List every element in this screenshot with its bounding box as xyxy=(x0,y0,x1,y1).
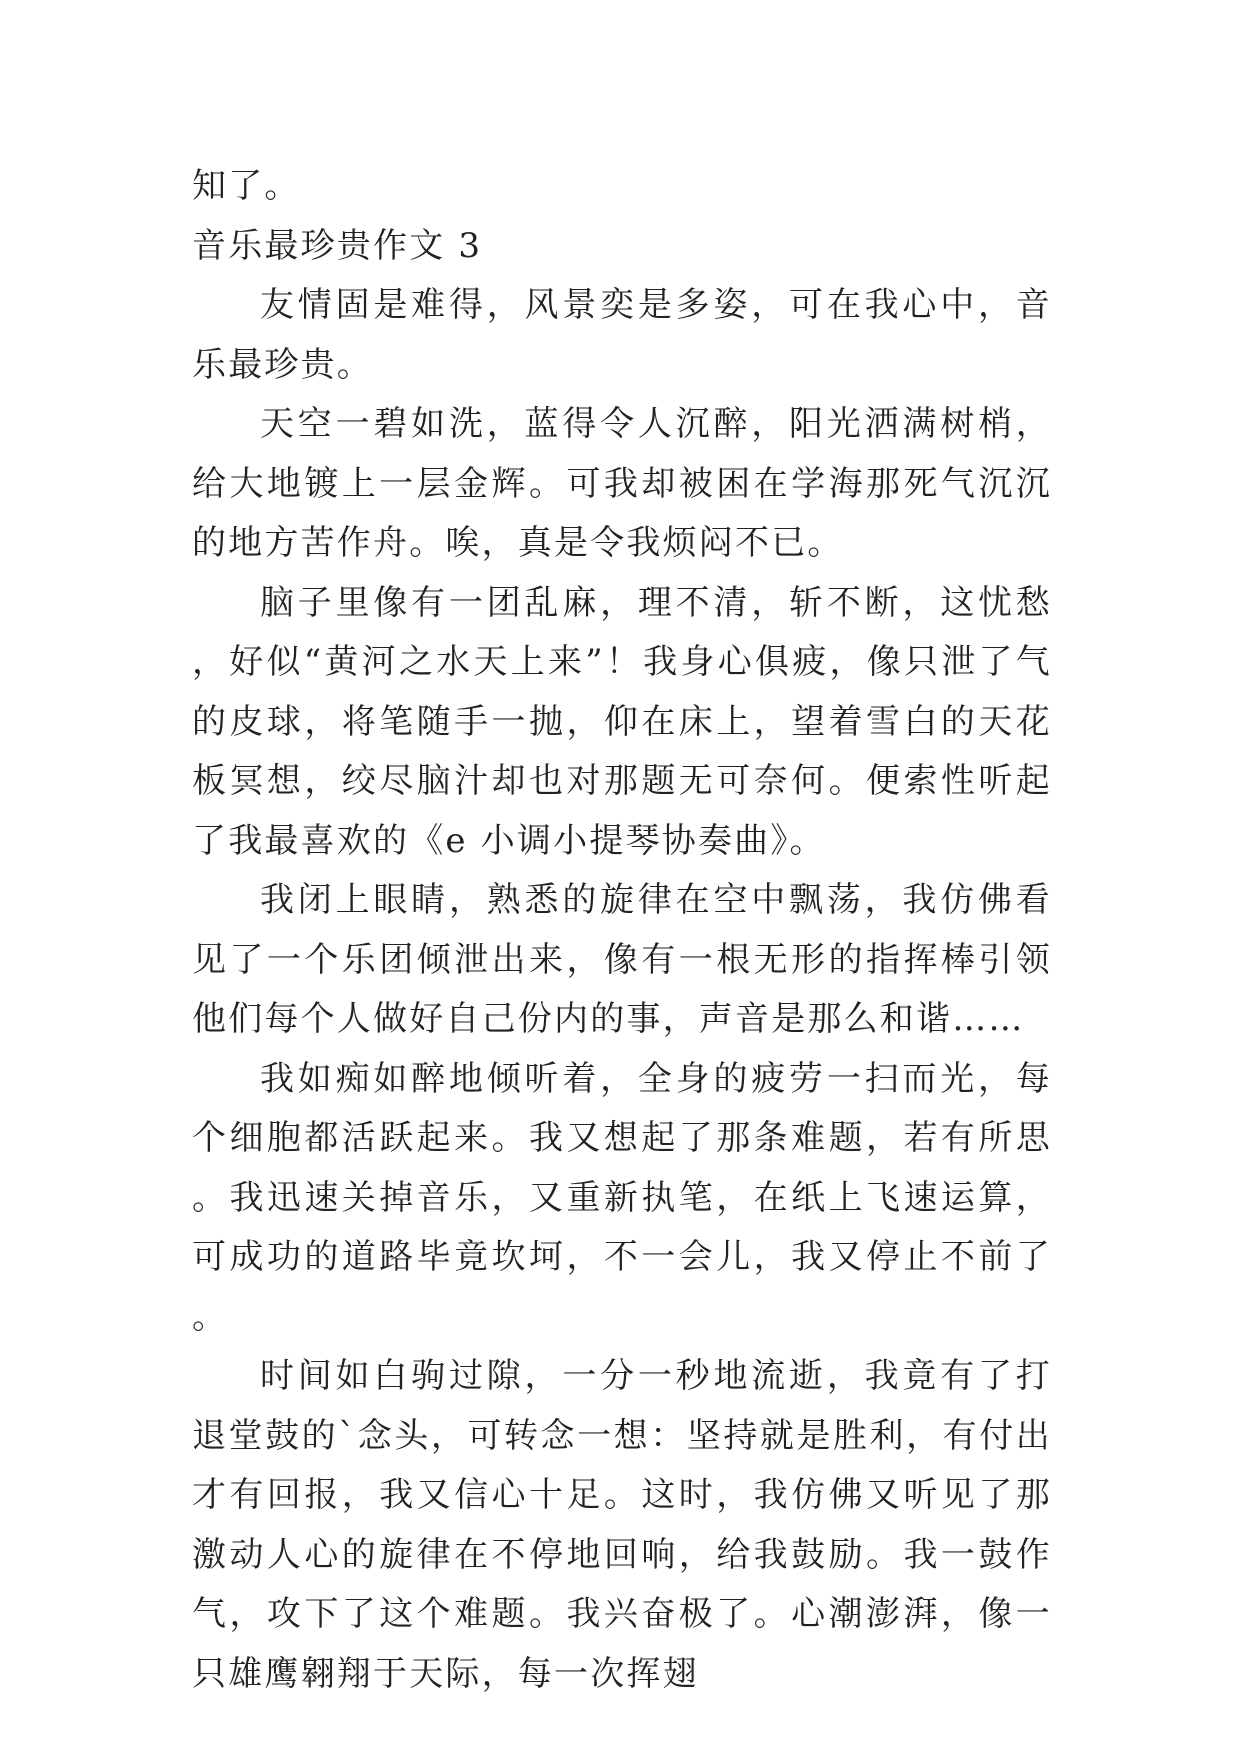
paragraph-3: 脑子里像有一团乱麻，理不清，斩不断，这忧愁，好似“黄河之水天上来”！我身心俱疲，像只泄了气的皮球，将笔随手一抛，仰在床上，望着雪白的天花板冥想，绞尽脑汁却也对那题无可奈何。便索性听起了我最喜欢的《e 小调小提琴协奏曲》。 xyxy=(192,582,1052,861)
document-body xyxy=(192,157,1052,1704)
paragraph-5: 我如痴如醉地倾听着，全身的疲劳一扫而光，每个细胞都活跃起来。我又想起了那条难题，若有所思。我迅速关掉音乐，又重新执笔，在纸上飞速运算，可成功的道路毕竟坎坷，不一会儿，我又停止不前了。 xyxy=(192,1058,1052,1337)
paragraph-4: 我闭上眼睛，熟悉的旋律在空中飘荡，我仿佛看见了一个乐团倾泄出来，像有一根无形的指挥棒引领他们每个人做好自己份内的事，声音是那么和谐…… xyxy=(192,880,1052,1039)
continuation-line: 知了。 xyxy=(192,166,301,206)
paragraph-2: 天空一碧如洗，蓝得令人沉醉，阳光洒满树梢，给大地镀上一层金辉。可我却被困在学海那死气沉沉的地方苦作舟。唉，真是令我烦闷不已。 xyxy=(192,404,1052,563)
paragraph-6: 时间如白驹过隙，一分一秒地流逝，我竟有了打退堂鼓的`念头，可转念一想：坚持就是胜利，有付出才有回报，我又信心十足。这时，我仿佛又听见了那激动人心的旋律在不停地回响，给我鼓励。我一鼓作气，攻下了这个难题。我兴奋极了。心潮澎湃，像一只雄鹰翱翔于天际，每一次挥翅 xyxy=(192,1356,1052,1694)
essay-title: 音乐最珍贵作文 3 xyxy=(192,225,483,266)
paragraph-1: 友情固是难得，风景奕是多姿，可在我心中，音乐最珍贵。 xyxy=(192,285,1052,385)
